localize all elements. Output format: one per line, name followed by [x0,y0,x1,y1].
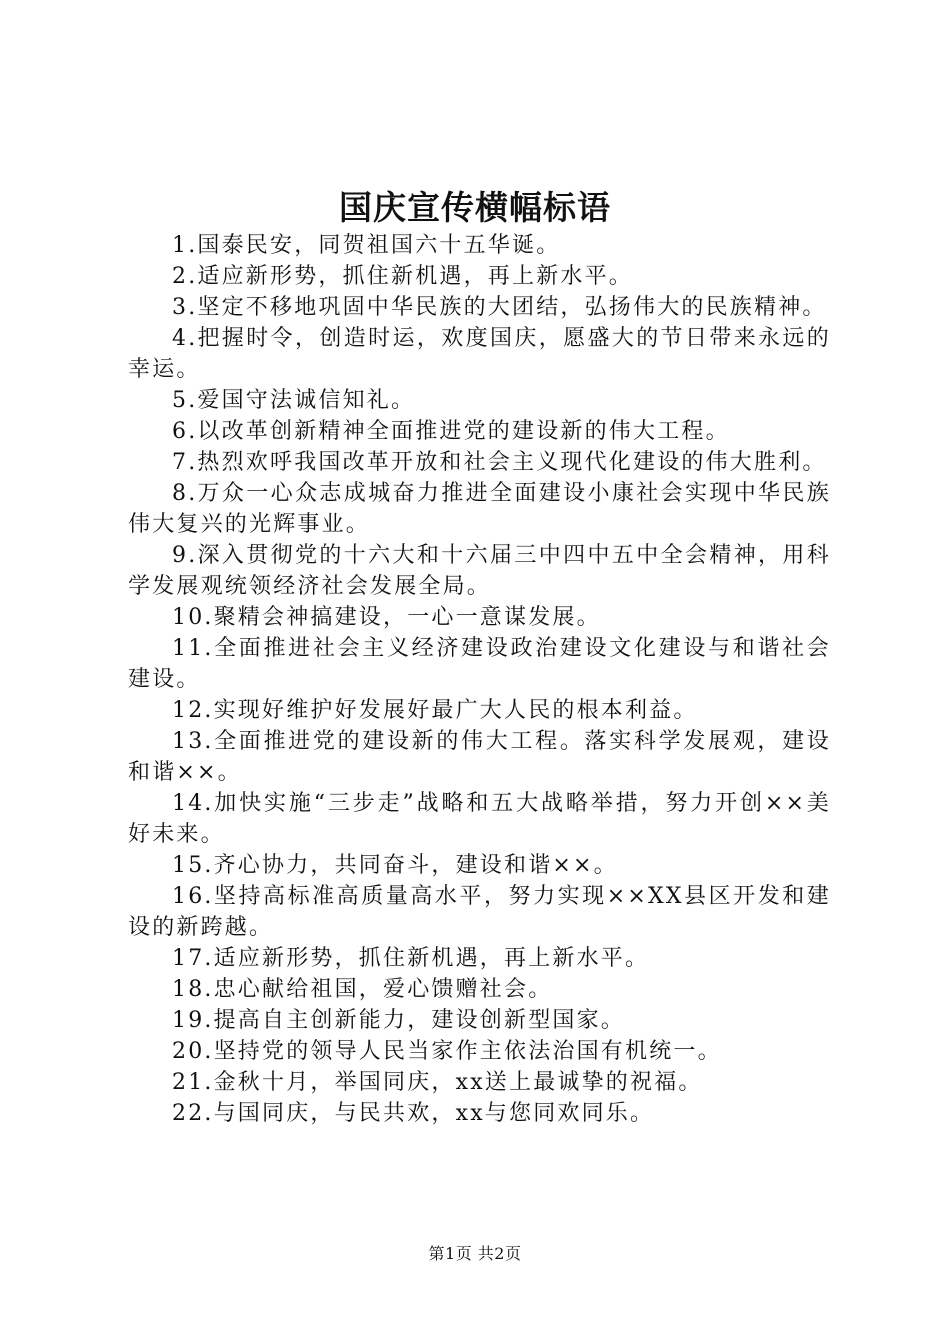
list-item: 15.齐心协力，共同奋斗，建设和谐××。 [172,853,618,878]
list-item: 16.坚持高标准高质量高水平，努力实现××XX县区开发和建设的新跨越。 [128,884,831,940]
list-item: 20.坚持党的领导人民当家作主依法治国有机统一。 [172,1039,722,1064]
list-item: 22.与国同庆，与民共欢，xx与您同欢同乐。 [172,1101,655,1126]
list-item: 3.坚定不移地巩固中华民族的大团结，弘扬伟大的民族精神。 [172,295,827,320]
list-item: 2.适应新形势，抓住新机遇，再上新水平。 [172,264,633,289]
list-item: 21.金秋十月，举国同庆，xx送上最诚挚的祝福。 [172,1070,703,1095]
list-item: 18.忠心献给祖国，爱心馈赠社会。 [172,977,553,1002]
list-item: 11.全面推进社会主义经济建设政治建设文化建设与和谐社会建设。 [128,636,831,692]
list-item: 8.万众一心众志成城奋力推进全面建设小康社会实现中华民族伟大复兴的光辉事业。 [128,481,831,537]
list-item: 14.加快实施“三步走”战略和五大战略举措，努力开创××美好未来。 [128,791,831,847]
page-footer: 第1页 共2页 [428,1244,522,1263]
list-item: 4.把握时令，创造时运，欢度国庆，愿盛大的节日带来永远的幸运。 [128,326,831,382]
list-item: 10.聚精会神搞建设，一心一意谋发展。 [172,605,601,630]
list-item: 6.以改革创新精神全面推进党的建设新的伟大工程。 [172,419,730,444]
list-item: 13.全面推进党的建设新的伟大工程。落实科学发展观，建设和谐××。 [128,729,831,785]
list-item: 5.爱国守法诚信知礼。 [172,388,416,413]
slogan-list [128,230,831,1129]
document-title: 国庆宣传横幅标语 [339,188,611,227]
list-item: 17.适应新形势，抓住新机遇，再上新水平。 [172,946,650,971]
list-item: 9.深入贯彻党的十六大和十六届三中四中五中全会精神，用科学发展观统领经济社会发展全局。 [128,543,831,599]
list-item: 7.热烈欢呼我国改革开放和社会主义现代化建设的伟大胜利。 [172,450,827,475]
list-item: 12.实现好维护好发展好最广大人民的根本利益。 [172,698,698,723]
list-item: 19.提高自主创新能力，建设创新型国家。 [172,1008,625,1033]
list-item: 1.国泰民安，同贺祖国六十五华诞。 [172,233,561,258]
